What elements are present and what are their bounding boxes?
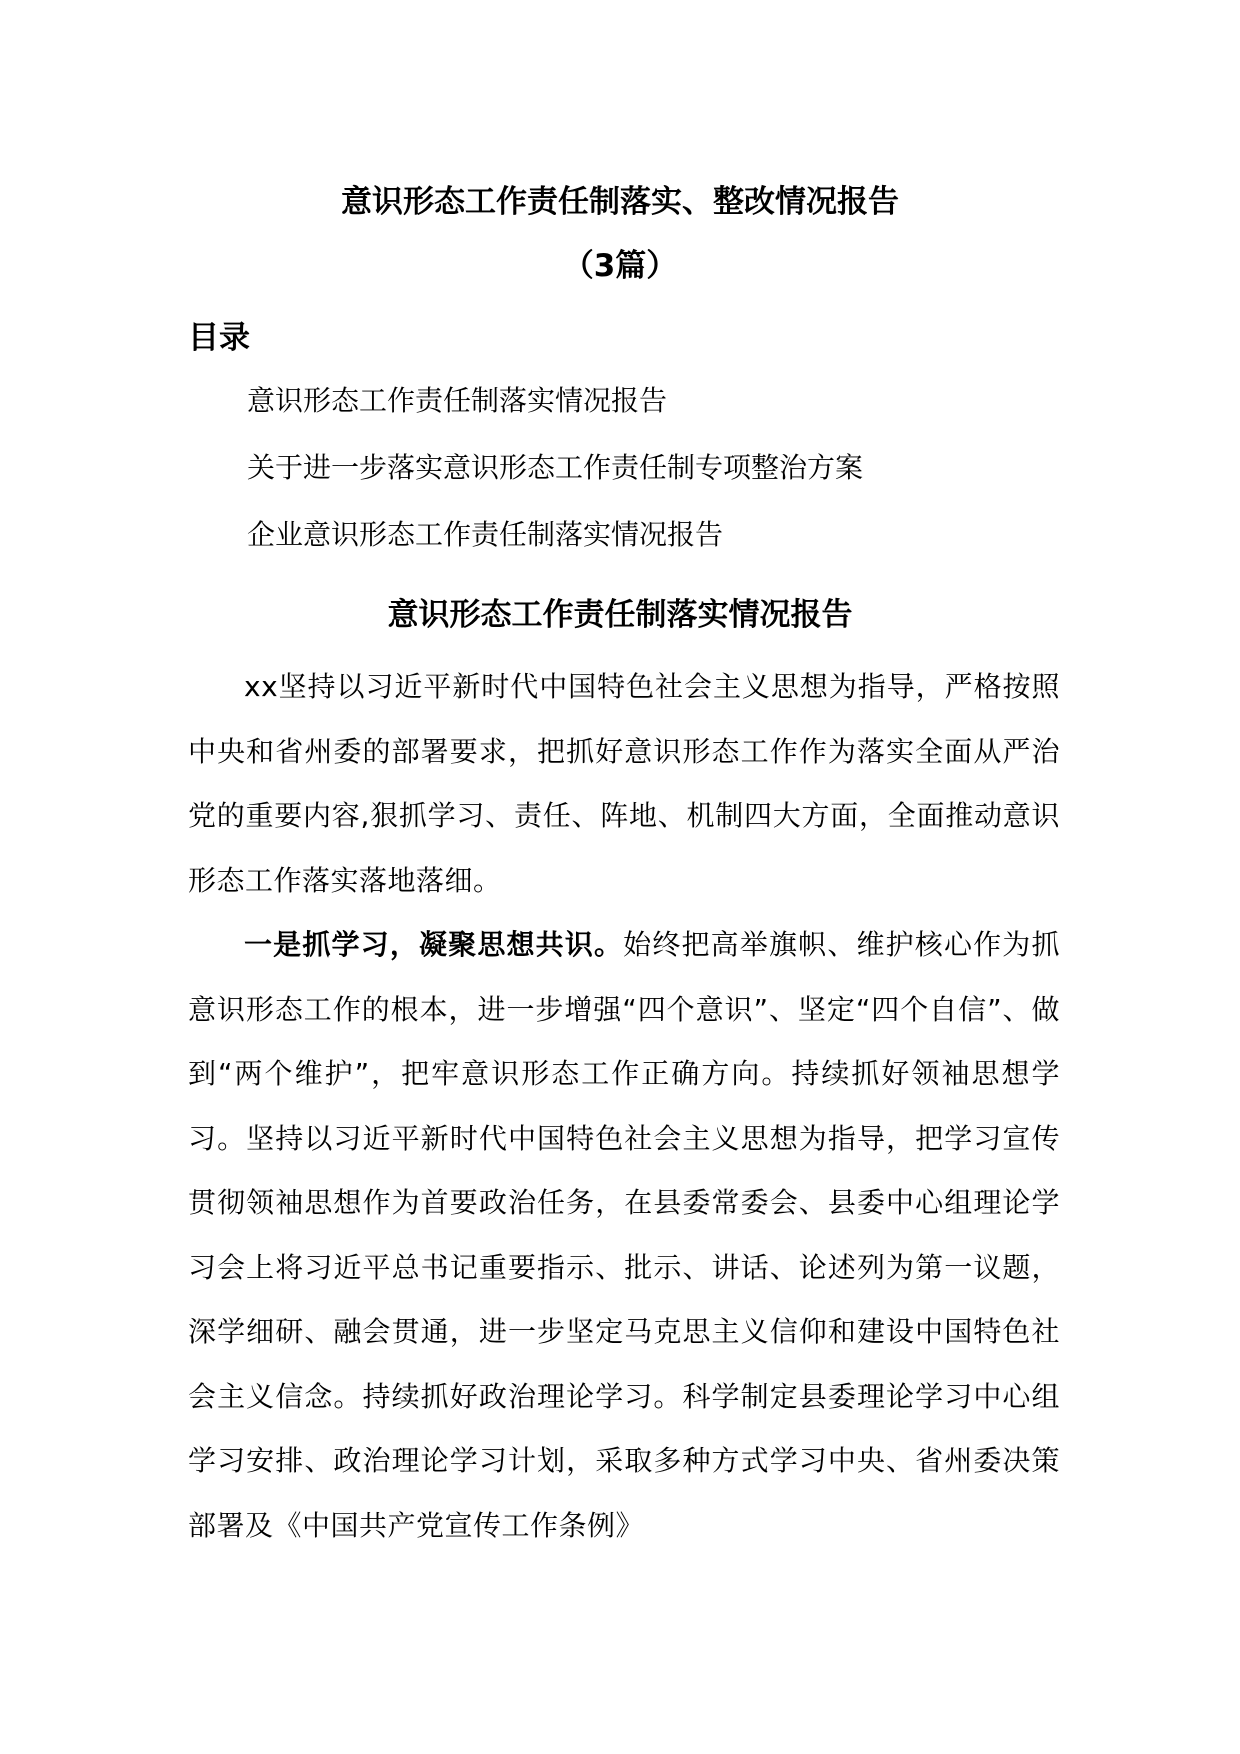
toc-item[interactable]: 企业意识形态工作责任制落实情况报告 xyxy=(247,518,724,551)
intro-paragraph: xx坚持以习近平新时代中国特色社会主义思想为指导，严格按照中央和省州委的部署要求，把抓好意识形态工作作为落实全面从严治党的重要内容,狠抓学习、责任、阵地、机制四大方面，全面推动意识形态工作落实落地落细。 xyxy=(188,670,1060,897)
body-paragraph xyxy=(188,913,1060,1558)
toc-item[interactable]: 关于进一步落实意识形态工作责任制专项整治方案 xyxy=(247,451,864,484)
toc-heading: 目录 xyxy=(188,320,250,356)
document-title: 意识形态工作责任制落实、整改情况报告 xyxy=(341,184,899,220)
document-subtitle: （3篇） xyxy=(562,248,678,284)
toc-item[interactable]: 意识形态工作责任制落实情况报告 xyxy=(247,384,668,417)
paragraph-body: 始终把高举旗帜、维护核心作为抓意识形态工作的根本，进一步增强“四个意识”、坚定“四个自信”、做到“两个维护”，把牢意识形态工作正确方向。持续抓好领袖思想学习。坚持以习近平新时代中国特色社会主义思想为指导，把学习宣传贯彻领袖思想作为首要政治任务，在县委常委会、县委中心组理论学习会上将习近平总书记重要指示、批示、讲话、论述列为第一议题，深学细研、融会贯通，进一步坚定马克思主义信仰和建设中国特色社会主义信念。持续抓好政治理论学习。科学制定县委理论学习中心组学习安排、政治理论学习计划，采取多种方式学习中央、省州委决策部署及《中国共产党宣传工作条例》 xyxy=(188,928,1060,1542)
paragraph-lead: 一是抓学习，凝聚思想共识。 xyxy=(244,928,624,961)
table-of-contents xyxy=(247,381,863,582)
section-title: 意识形态工作责任制落实情况报告 xyxy=(387,597,853,633)
